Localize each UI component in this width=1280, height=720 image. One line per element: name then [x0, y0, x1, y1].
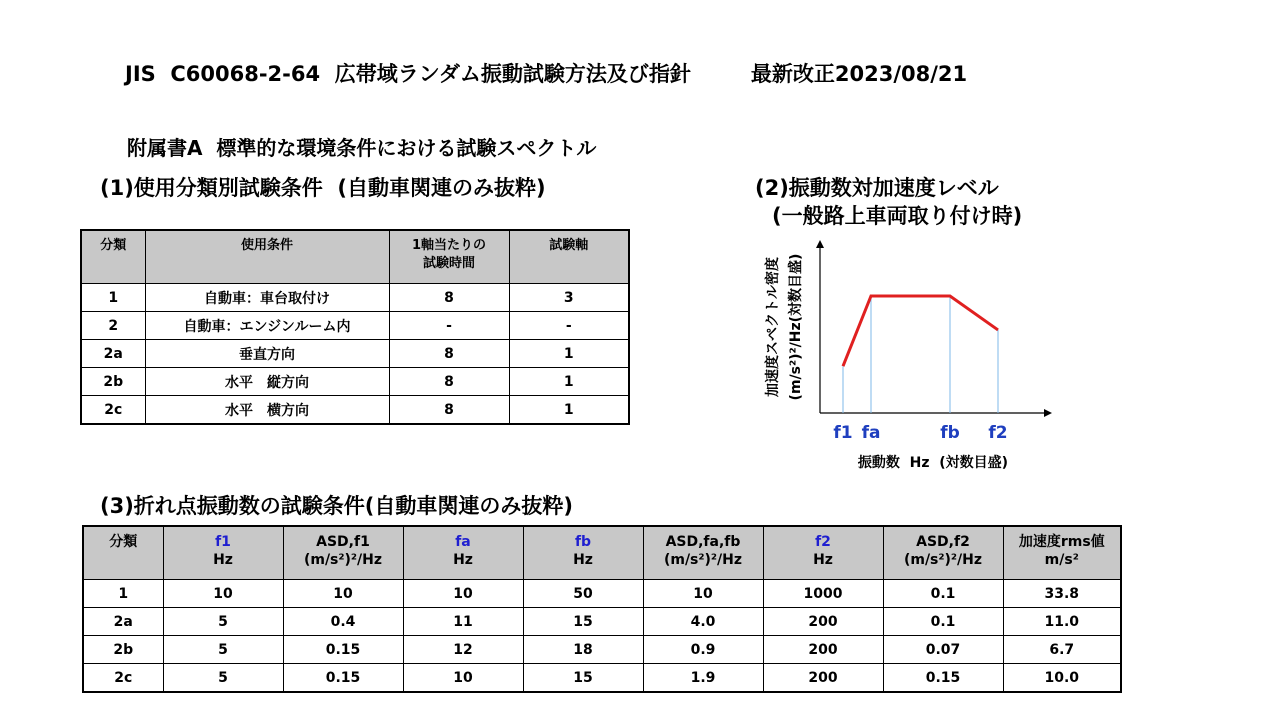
table-header-cell	[883, 526, 1003, 580]
header-unit-label: Hz	[573, 552, 593, 568]
y-axis-arrow	[816, 240, 824, 248]
table-header-cell	[283, 526, 403, 580]
table-row	[81, 396, 629, 425]
x-tick-label-f1: f1	[833, 423, 853, 443]
header-top-label: ASD,fa,fb	[665, 534, 741, 550]
asd-spectrum-chart	[750, 230, 1070, 480]
table-header-row	[81, 230, 629, 284]
table-cell: 33.8	[1003, 580, 1121, 608]
table-cell: 200	[763, 608, 883, 636]
table-header-cell	[523, 526, 643, 580]
header-test-time	[389, 230, 509, 284]
header-unit-label: (m/s²)²/Hz	[663, 552, 743, 568]
header-unit-label: m/s²	[1044, 552, 1079, 568]
table-cell: 水平 横方向	[145, 396, 389, 425]
table-cell: 15	[523, 608, 643, 636]
table-header-cell	[163, 526, 283, 580]
annex-title: 附属書A 標準的な環境条件における試験スペクトル	[127, 136, 597, 160]
table-cell: 2c	[83, 664, 163, 693]
table-row	[81, 340, 629, 368]
table-cell: 0.15	[283, 636, 403, 664]
table-cell: 10.0	[1003, 664, 1121, 693]
table-row	[81, 368, 629, 396]
header-top-label: fb	[574, 534, 592, 550]
table-row	[81, 284, 629, 312]
table-cell: 0.07	[883, 636, 1003, 664]
table-cell: 5	[163, 608, 283, 636]
table-cell: -	[389, 312, 509, 340]
table-cell: 5	[163, 664, 283, 693]
table-row	[83, 580, 1121, 608]
table-cell: 200	[763, 636, 883, 664]
header-top-label: 分類	[109, 534, 138, 550]
table-cell: 0.4	[283, 608, 403, 636]
table-cell: 18	[523, 636, 643, 664]
table-cell: 8	[389, 396, 509, 425]
table-cell: 5	[163, 636, 283, 664]
table-cell: 1	[509, 396, 629, 425]
table-cell: 10	[643, 580, 763, 608]
header-top-label: 加速度rms値	[1018, 534, 1105, 550]
table-cell: 2a	[81, 340, 145, 368]
table-header-cell	[643, 526, 763, 580]
header-unit-label: (m/s²)²/Hz	[303, 552, 383, 568]
header-unit-label: Hz	[213, 552, 233, 568]
table-cell: 自動車：エンジンルーム内	[145, 312, 389, 340]
y-axis-label-line1: 加速度スペクトル密度	[765, 257, 781, 397]
header-test-time-line1: 1軸当たりの	[411, 238, 487, 253]
table-cell: 1	[509, 340, 629, 368]
x-tick-label-fb: fb	[940, 423, 960, 443]
table-cell: 2a	[83, 608, 163, 636]
header-top-label: ASD,f2	[916, 534, 970, 550]
x-axis-arrow	[1044, 409, 1052, 417]
section1-heading: (1)使用分類別試験条件 (自動車関連のみ抜粋)	[100, 176, 546, 200]
title-text: JIS C60068-2-64 広帯域ランダム振動試験方法及び指針	[125, 62, 691, 86]
x-tick-label-f2: f2	[988, 423, 1008, 443]
table-cell: 10	[403, 580, 523, 608]
table-cell: 1000	[763, 580, 883, 608]
section2-subheading: (一般路上車両取り付け時)	[772, 204, 1023, 228]
header-unit-label: (m/s²)²/Hz	[903, 552, 983, 568]
table-cell: 11	[403, 608, 523, 636]
table-cell: 10	[283, 580, 403, 608]
header-test-axis: 試験軸	[509, 230, 629, 284]
table-cell: 水平 縦方向	[145, 368, 389, 396]
table-cell: 2	[81, 312, 145, 340]
table-cell: 0.1	[883, 580, 1003, 608]
table-cell: 12	[403, 636, 523, 664]
table-cell: -	[509, 312, 629, 340]
header-top-label: f1	[215, 534, 231, 550]
table-cell: 0.1	[883, 608, 1003, 636]
header-unit-label: Hz	[453, 552, 473, 568]
table-cell: 200	[763, 664, 883, 693]
table-header-row	[83, 526, 1121, 580]
table-cell: 0.9	[643, 636, 763, 664]
table-header-cell	[1003, 526, 1121, 580]
table-cell: 50	[523, 580, 643, 608]
table-cell: 1	[81, 284, 145, 312]
usage-condition-table	[80, 229, 630, 425]
header-top-label: ASD,f1	[316, 534, 370, 550]
table-cell: 8	[389, 340, 509, 368]
table-cell: 8	[389, 284, 509, 312]
revision-date: 最新改正2023/08/21	[750, 62, 968, 86]
table-cell: 垂直方向	[145, 340, 389, 368]
section3-heading: (3)折れ点振動数の試験条件(自動車関連のみ抜粋)	[100, 494, 574, 518]
table-cell: 15	[523, 664, 643, 693]
table-cell: 2c	[81, 396, 145, 425]
header-unit-label: Hz	[813, 552, 833, 568]
header-test-time-line2: 試験時間	[422, 256, 475, 271]
table-header-cell	[403, 526, 523, 580]
table-row	[83, 664, 1121, 693]
table-cell: 6.7	[1003, 636, 1121, 664]
header-top-label: f2	[815, 534, 831, 550]
table-row	[83, 608, 1121, 636]
table-cell: 11.0	[1003, 608, 1121, 636]
table-cell: 1	[83, 580, 163, 608]
section2-heading: (2)振動数対加速度レベル	[755, 176, 999, 200]
asd-series-line	[843, 296, 998, 366]
table-cell: 10	[403, 664, 523, 693]
table-cell: 2b	[83, 636, 163, 664]
table-cell: 4.0	[643, 608, 763, 636]
table-header-cell	[83, 526, 163, 580]
x-axis-label: 振動数 Hz (対数目盛)	[857, 455, 1009, 471]
document-title	[125, 58, 967, 88]
header-category: 分類	[81, 230, 145, 284]
table-cell: 1.9	[643, 664, 763, 693]
table-cell: 1	[509, 368, 629, 396]
table-cell: 10	[163, 580, 283, 608]
table-row	[81, 312, 629, 340]
table-row	[83, 636, 1121, 664]
table-header-cell	[763, 526, 883, 580]
breakpoint-table	[82, 525, 1122, 693]
table-cell: 0.15	[283, 664, 403, 693]
table-cell: 2b	[81, 368, 145, 396]
table-cell: 8	[389, 368, 509, 396]
table-cell: 0.15	[883, 664, 1003, 693]
x-tick-label-fa: fa	[861, 423, 881, 443]
table-cell: 自動車：車台取付け	[145, 284, 389, 312]
header-top-label: fa	[455, 534, 471, 550]
header-condition: 使用条件	[145, 230, 389, 284]
y-axis-label-line2: (m/s²)²/Hz(対数目盛)	[788, 253, 804, 401]
table-cell: 3	[509, 284, 629, 312]
